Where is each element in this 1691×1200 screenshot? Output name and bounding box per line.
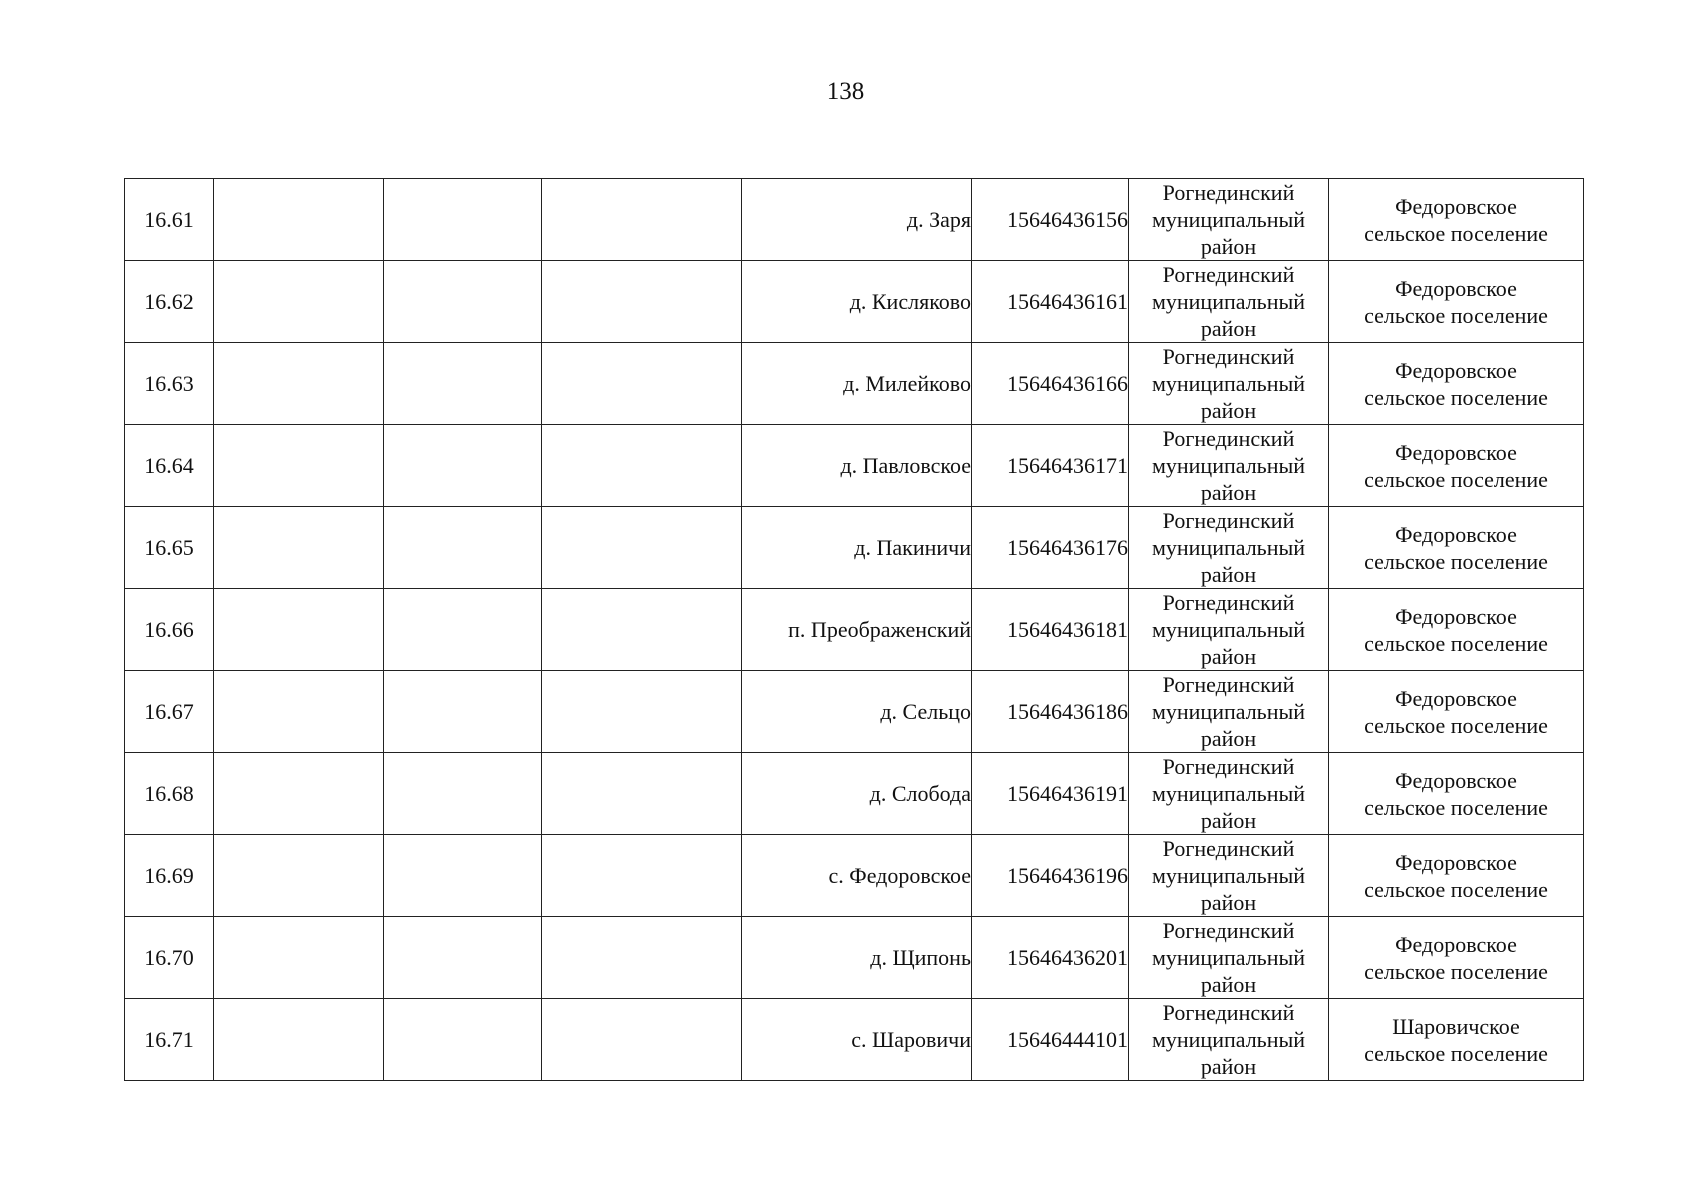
district-line: Рогнединский	[1162, 344, 1295, 369]
empty-cell	[542, 917, 742, 999]
oktmo-code-cell: 15646436166	[972, 343, 1129, 425]
table-row	[125, 261, 1584, 343]
empty-cell	[214, 261, 384, 343]
empty-cell	[384, 671, 542, 753]
empty-cell	[384, 999, 542, 1081]
settlement-line: Федоровское	[1395, 849, 1517, 875]
locality-name-cell: д. Слобода	[742, 753, 972, 835]
settlement-line: Федоровское	[1395, 931, 1517, 957]
settlement-line: Федоровское	[1395, 767, 1517, 793]
settlement-cell	[1329, 753, 1584, 835]
district-line: муниципальный	[1151, 535, 1306, 560]
empty-cell	[542, 343, 742, 425]
empty-cell	[542, 753, 742, 835]
empty-cell	[214, 671, 384, 753]
district-line: район	[1200, 972, 1257, 997]
empty-cell	[542, 425, 742, 507]
district-line: Рогнединский	[1162, 672, 1295, 697]
settlement-line: сельское поселение	[1364, 630, 1548, 656]
district-cell	[1129, 343, 1329, 425]
page-number: 138	[826, 78, 865, 105]
district-line: Рогнединский	[1162, 918, 1295, 943]
settlement-line: Федоровское	[1395, 439, 1517, 465]
empty-cell	[542, 507, 742, 589]
settlement-cell	[1329, 999, 1584, 1081]
settlement-line: Федоровское	[1395, 193, 1517, 219]
settlement-cell	[1329, 425, 1584, 507]
district-cell	[1129, 589, 1329, 671]
district-cell	[1129, 507, 1329, 589]
district-cell	[1129, 999, 1329, 1081]
row-number-cell: 16.68	[125, 753, 214, 835]
settlement-line: сельское поселение	[1364, 794, 1548, 820]
locality-name-cell: д. Сельцо	[742, 671, 972, 753]
empty-cell	[384, 425, 542, 507]
empty-cell	[542, 179, 742, 261]
empty-cell	[384, 835, 542, 917]
empty-cell	[214, 425, 384, 507]
district-line: Рогнединский	[1162, 180, 1295, 205]
oktmo-code-cell: 15646436171	[972, 425, 1129, 507]
settlement-line: сельское поселение	[1364, 548, 1548, 574]
settlement-line: Федоровское	[1395, 603, 1517, 629]
empty-cell	[542, 999, 742, 1081]
settlement-cell	[1329, 343, 1584, 425]
district-line: муниципальный	[1151, 617, 1306, 642]
empty-cell	[384, 589, 542, 671]
locality-name-cell: д. Щипонь	[742, 917, 972, 999]
settlement-cell	[1329, 589, 1584, 671]
empty-cell	[214, 917, 384, 999]
district-cell	[1129, 835, 1329, 917]
row-number-cell: 16.63	[125, 343, 214, 425]
settlement-line: сельское поселение	[1364, 220, 1548, 246]
empty-cell	[214, 343, 384, 425]
empty-cell	[542, 261, 742, 343]
locality-name-cell: д. Пакиничи	[742, 507, 972, 589]
district-line: Рогнединский	[1162, 1000, 1295, 1025]
row-number-cell: 16.65	[125, 507, 214, 589]
district-line: район	[1200, 234, 1257, 259]
row-number-cell: 16.61	[125, 179, 214, 261]
settlement-cell	[1329, 835, 1584, 917]
empty-cell	[384, 179, 542, 261]
locality-name-cell: д. Павловское	[742, 425, 972, 507]
settlement-line: сельское поселение	[1364, 958, 1548, 984]
empty-cell	[214, 835, 384, 917]
locality-name-cell: п. Преображенский	[742, 589, 972, 671]
row-number-cell: 16.70	[125, 917, 214, 999]
settlement-cell	[1329, 507, 1584, 589]
empty-cell	[542, 671, 742, 753]
oktmo-code-cell: 15646436176	[972, 507, 1129, 589]
locality-name-cell: д. Заря	[742, 179, 972, 261]
empty-cell	[384, 343, 542, 425]
district-line: район	[1200, 398, 1257, 423]
oktmo-code-cell: 15646436196	[972, 835, 1129, 917]
row-number-cell: 16.67	[125, 671, 214, 753]
settlement-cell	[1329, 917, 1584, 999]
settlement-line: сельское поселение	[1364, 466, 1548, 492]
district-line: район	[1200, 808, 1257, 833]
settlement-line: Федоровское	[1395, 275, 1517, 301]
row-number-cell: 16.66	[125, 589, 214, 671]
settlement-cell	[1329, 261, 1584, 343]
row-number-cell: 16.62	[125, 261, 214, 343]
settlement-line: сельское поселение	[1364, 876, 1548, 902]
district-cell	[1129, 671, 1329, 753]
district-line: Рогнединский	[1162, 590, 1295, 615]
empty-cell	[542, 589, 742, 671]
row-number-cell: 16.71	[125, 999, 214, 1081]
settlement-line: Шаровичское	[1392, 1013, 1520, 1039]
oktmo-code-cell: 15646444101	[972, 999, 1129, 1081]
district-line: муниципальный	[1151, 945, 1306, 970]
settlement-line: сельское поселение	[1364, 1040, 1548, 1066]
district-line: муниципальный	[1151, 371, 1306, 396]
district-cell	[1129, 425, 1329, 507]
district-line: район	[1200, 890, 1257, 915]
district-line: район	[1200, 644, 1257, 669]
district-line: муниципальный	[1151, 207, 1306, 232]
district-line: Рогнединский	[1162, 426, 1295, 451]
district-line: муниципальный	[1151, 289, 1306, 314]
locality-name-cell: д. Кисляково	[742, 261, 972, 343]
table-row	[125, 835, 1584, 917]
settlement-line: сельское поселение	[1364, 712, 1548, 738]
empty-cell	[214, 179, 384, 261]
district-line: район	[1200, 562, 1257, 587]
district-line: Рогнединский	[1162, 836, 1295, 861]
settlement-line: сельское поселение	[1364, 384, 1548, 410]
empty-cell	[384, 261, 542, 343]
district-cell	[1129, 753, 1329, 835]
table-body	[125, 179, 1584, 1081]
district-line: муниципальный	[1151, 863, 1306, 888]
district-line: Рогнединский	[1162, 262, 1295, 287]
district-line: муниципальный	[1151, 1027, 1306, 1052]
table-row	[125, 179, 1584, 261]
settlement-line: сельское поселение	[1364, 302, 1548, 328]
settlement-line: Федоровское	[1395, 521, 1517, 547]
table-row	[125, 917, 1584, 999]
oktmo-code-cell: 15646436186	[972, 671, 1129, 753]
district-line: район	[1200, 726, 1257, 751]
empty-cell	[542, 835, 742, 917]
oktmo-code-cell: 15646436156	[972, 179, 1129, 261]
locality-name-cell: с. Шаровичи	[742, 999, 972, 1081]
empty-cell	[214, 589, 384, 671]
district-line: муниципальный	[1151, 699, 1306, 724]
empty-cell	[214, 507, 384, 589]
oktmo-code-cell: 15646436201	[972, 917, 1129, 999]
settlement-line: Федоровское	[1395, 685, 1517, 711]
settlement-line: Федоровское	[1395, 357, 1517, 383]
row-number-cell: 16.64	[125, 425, 214, 507]
table-row	[125, 753, 1584, 835]
table-row	[125, 671, 1584, 753]
empty-cell	[214, 753, 384, 835]
district-line: муниципальный	[1151, 781, 1306, 806]
empty-cell	[384, 753, 542, 835]
oktmo-code-cell: 15646436181	[972, 589, 1129, 671]
empty-cell	[384, 917, 542, 999]
district-line: район	[1200, 1054, 1257, 1079]
district-cell	[1129, 261, 1329, 343]
district-line: Рогнединский	[1162, 508, 1295, 533]
table-row	[125, 507, 1584, 589]
row-number-cell: 16.69	[125, 835, 214, 917]
table-row	[125, 425, 1584, 507]
district-cell	[1129, 179, 1329, 261]
locality-name-cell: д. Милейково	[742, 343, 972, 425]
locality-name-cell: с. Федоровское	[742, 835, 972, 917]
table-row	[125, 589, 1584, 671]
district-line: муниципальный	[1151, 453, 1306, 478]
district-cell	[1129, 917, 1329, 999]
settlement-cell	[1329, 671, 1584, 753]
oktmo-code-cell: 15646436161	[972, 261, 1129, 343]
district-line: район	[1200, 480, 1257, 505]
empty-cell	[384, 507, 542, 589]
district-line: Рогнединский	[1162, 754, 1295, 779]
registry-table	[124, 178, 1584, 1081]
empty-cell	[214, 999, 384, 1081]
oktmo-code-cell: 15646436191	[972, 753, 1129, 835]
table-row	[125, 999, 1584, 1081]
settlement-cell	[1329, 179, 1584, 261]
table-row	[125, 343, 1584, 425]
district-line: район	[1200, 316, 1257, 341]
